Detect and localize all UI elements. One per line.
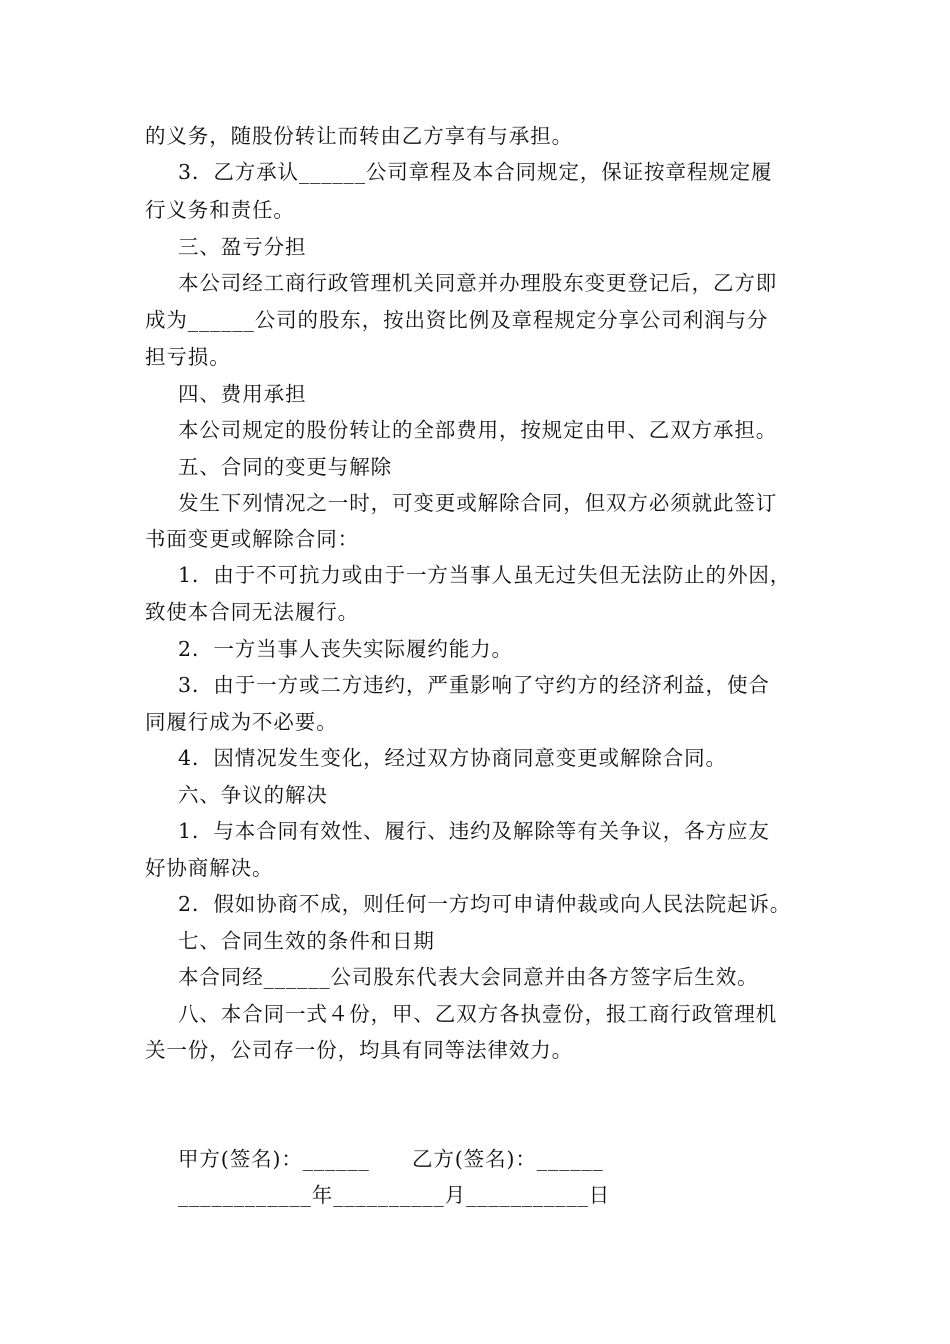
- clause-line: 3．由于一方或二方违约，严重影响了守约方的经济利益，使合: [178, 673, 770, 697]
- clause-line: 4．因情况发生变化，经过双方协商同意变更或解除合同。: [178, 746, 727, 770]
- text-line: 好协商解决。: [145, 856, 274, 880]
- date-line: ____________年__________月___________日: [178, 1183, 611, 1207]
- text-line: 书面变更或解除合同：: [145, 527, 359, 551]
- section-heading: 七、合同生效的条件和日期: [178, 929, 435, 953]
- text-line: 致使本合同无法履行。: [145, 600, 359, 624]
- paragraph-line: 本合同经______公司股东代表大会同意并由各方签字后生效。: [178, 965, 759, 989]
- text-line: 的义务，随股份转让而转由乙方享有与承担。: [145, 124, 573, 148]
- text-line: 关一份，公司存一份，均具有同等法律效力。: [145, 1038, 573, 1062]
- clause-line: 1．与本合同有效性、履行、违约及解除等有关争议，各方应友: [178, 819, 770, 843]
- section-heading: 三、盈亏分担: [178, 235, 307, 259]
- section-heading: 四、费用承担: [178, 382, 307, 406]
- section-heading: 八、本合同一式４份，甲、乙双方各执壹份，报工商行政管理机: [178, 1002, 778, 1026]
- section-heading: 六、争议的解决: [178, 783, 328, 807]
- clause-line: 2．假如协商不成，则任何一方均可申请仲裁或向人民法院起诉。: [178, 892, 792, 916]
- clause-line: 1．由于不可抗力或由于一方当事人虽无过失但无法防止的外因，: [178, 563, 792, 587]
- clause-3-line: 3．乙方承认______公司章程及本合同规定，保证按章程规定履: [178, 160, 773, 184]
- paragraph-line: 本公司规定的股份转让的全部费用，按规定由甲、乙双方承担。: [178, 418, 778, 442]
- party-b-signature: 乙方(签名)：______: [412, 1147, 604, 1171]
- text-line: 成为______公司的股东，按出资比例及章程规定分享公司利润与分: [145, 308, 769, 332]
- text-line: 行义务和责任。: [145, 198, 295, 222]
- party-a-signature: 甲方(签名)：______: [178, 1147, 370, 1171]
- text-line: 同履行成为不必要。: [145, 710, 338, 734]
- paragraph-line: 本公司经工商行政管理机关同意并办理股东变更登记后，乙方即: [178, 271, 778, 295]
- paragraph-line: 发生下列情况之一时，可变更或解除合同，但双方必须就此签订: [178, 491, 778, 515]
- clause-line: 2．一方当事人丧失实际履约能力。: [178, 637, 513, 661]
- section-heading: 五、合同的变更与解除: [178, 455, 392, 479]
- text-line: 担亏损。: [145, 345, 231, 369]
